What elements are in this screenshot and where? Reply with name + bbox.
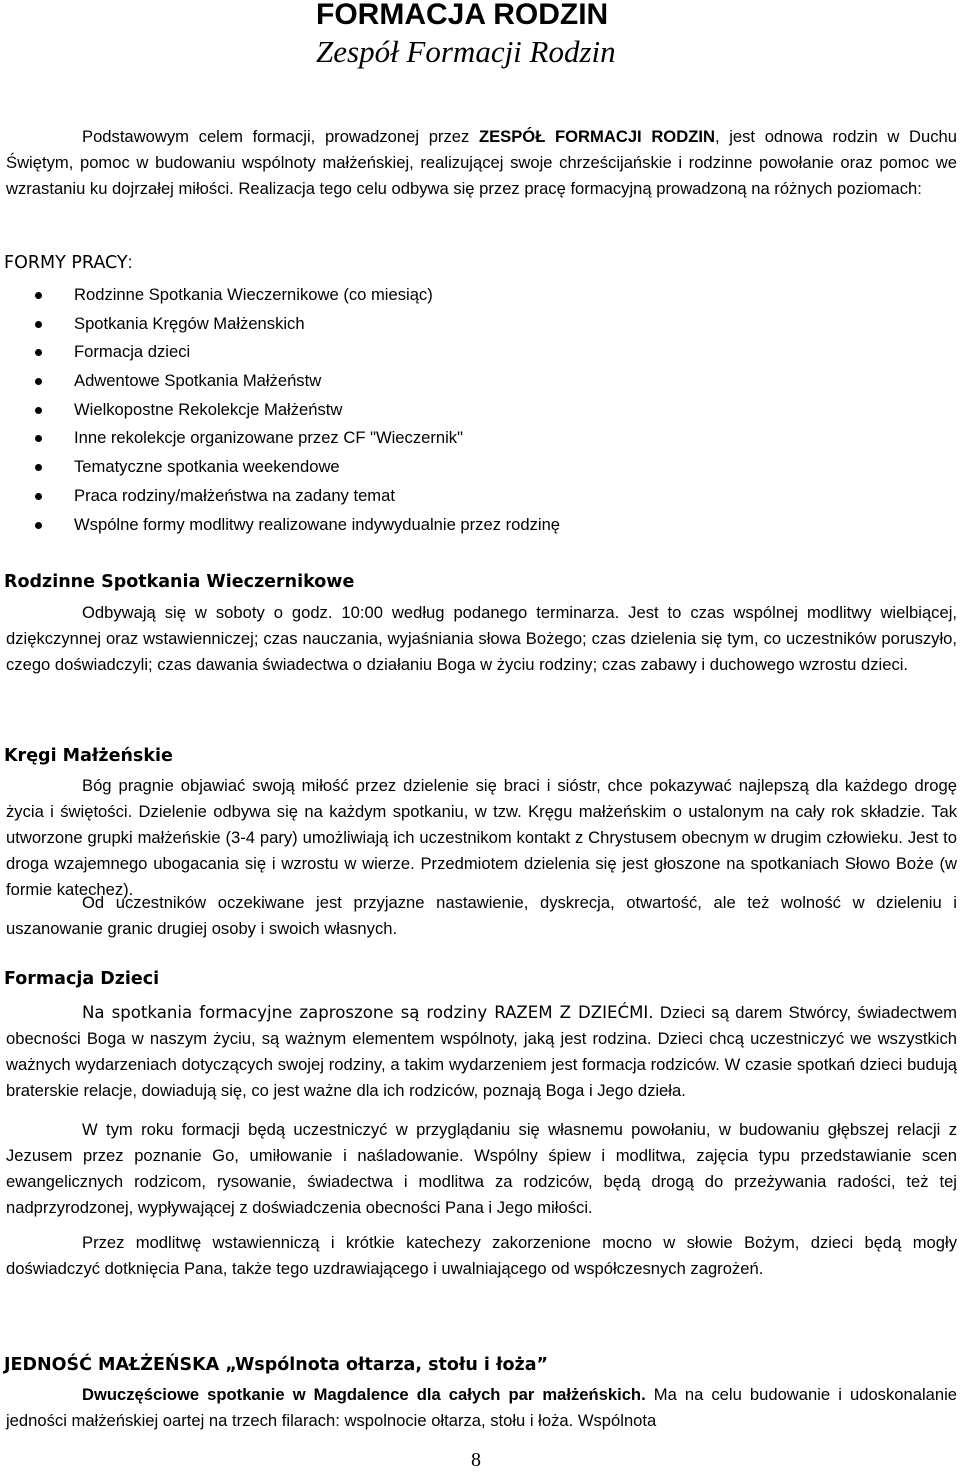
page-title: FORMACJA RODZIN bbox=[316, 0, 609, 31]
list-item-text: Rodzinne Spotkania Wieczernikowe (co miesiąc) bbox=[74, 285, 433, 304]
forms-list bbox=[0, 281, 560, 539]
list-item bbox=[0, 396, 560, 425]
bullet-icon bbox=[35, 292, 42, 299]
list-item bbox=[0, 338, 560, 367]
section-heading-rsw: Rodzinne Spotkania Wieczernikowe bbox=[4, 572, 355, 592]
forms-heading-colon: : bbox=[127, 252, 133, 272]
section-kregi-paragraph-1: Bóg pragnie objawiać swoją miłość przez dzielenie się braci i sióstr, chce pokazywać najlepszą dla każdego drogę życia i świętości. Dzielenie odbywa się na każdym spotkaniu, w tzw. Kręgu małżeńskim o ustalonym na cały rok składzie. Tak utworzone grupki małżeńskie (3-4 pary) umożliwiają ich uczestnikom kontakt z Chrystusem obecnym w drugim człowieku. Jest to droga wzajemnego ubogacania się i wzrostu w wierze. Przedmiotem dzielenia się jest głoszone na spotkaniach Słowo Boże (w formie katechez). bbox=[6, 776, 957, 899]
intro-paragraph bbox=[6, 124, 957, 202]
page-number: 8 bbox=[471, 1449, 481, 1471]
jednosc-bold-text: Dwuczęściowe spotkanie w Magdalence dla całych par małżeńskich. bbox=[82, 1385, 646, 1404]
bullet-icon bbox=[35, 493, 42, 500]
section-heading-jednosc: JEDNOŚĆ MAŁŻEŃSKA „Wspólnota ołtarza, stołu i łoża” bbox=[4, 1355, 549, 1375]
list-item-text: Spotkania Kręgów Małżenskich bbox=[74, 313, 305, 333]
intro-bold-team: ZESPÓŁ FORMACJI RODZIN bbox=[478, 127, 715, 146]
section-jednosc-paragraph bbox=[6, 1382, 957, 1434]
section-dzieci-paragraph-1 bbox=[6, 1000, 957, 1104]
list-item-text: Wielkopostne Rekolekcje Małżeństw bbox=[74, 399, 343, 419]
bullet-icon bbox=[35, 321, 42, 328]
dzieci-paragraph-rest: Dzieci są darem Stwórcy, świadectwem obecności Boga w naszym życiu, są ważnym elementem wspólnoty, jaką jest rodzina. Dzieci chcą uczestniczyć we wszystkich ważnych wydarzeniach dotyczących swojej rodziny, a takim wydarzeniem jest formacja rodziców. W czasie spotkań dzieci budują braterskie relacje, dowiadują się, co jest ważne dla ich rodziców, poznają Boga i Jego dzieła. bbox=[6, 1003, 957, 1100]
forms-heading-text: FORMY PRACY bbox=[4, 253, 128, 273]
section-kregi-paragraph-2: Od uczestników oczekiwane jest przyjazne nastawienie, dyskrecja, otwartość, ale też wolność w dzieleniu i uszanowanie granic drugiej osoby i swoich własnych. bbox=[6, 893, 957, 938]
bullet-icon bbox=[35, 349, 42, 356]
bullet-icon bbox=[35, 464, 42, 471]
list-item-text: Adwentowe Spotkania Małżeństw bbox=[74, 371, 322, 391]
list-item-text: Wspólne formy modlitwy realizowane indywydualnie przez rodzinę bbox=[74, 514, 561, 534]
list-item bbox=[0, 367, 560, 396]
list-item bbox=[0, 310, 560, 339]
list-item-text: Tematyczne spotkania weekendowe bbox=[74, 457, 340, 477]
bullet-icon bbox=[35, 522, 42, 529]
jednosc-paragraph-rest: Ma na celu budowanie i udoskonalanie jedności małżeńskiej oartej na trzech filarach: wspolnocie ołtarza, stołu i łoża. Wspólnota bbox=[6, 1385, 958, 1430]
page-subtitle: Zespół Formacji Rodzin bbox=[316, 34, 616, 69]
forms-heading bbox=[4, 250, 133, 275]
list-item-text: Inne rekolekcje organizowane przez CF "Wieczernik" bbox=[74, 428, 463, 448]
bullet-icon bbox=[35, 378, 42, 385]
section-heading-kregi: Kręgi Małżeńskie bbox=[4, 746, 173, 766]
list-item bbox=[0, 424, 560, 453]
intro-text-rest: , jest odnowa rodzin w Duchu Świętym, pomoc w budowaniu wspólnoty małżeńskiej, realizującej swoje chrześcijańskie i rodzinne powołanie oraz pomoc we wzrastaniu ku dojrzałej miłości. Realizacja tego celu odbywa się przez pracę formacyjną prowadzoną na różnych poziomach: bbox=[6, 127, 957, 198]
list-item bbox=[0, 511, 560, 540]
list-item bbox=[0, 453, 560, 482]
section-rsw-paragraph: Odbywają się w soboty o godz. 10:00 według podanego terminarza. Jest to czas wspólnej modlitwy wielbiącej, dziękczynnej oraz wstawienniczej; czas nauczania, wyjaśniania słowa Bożego; czas dzielenia się tym, co uczestników poruszyło, czego doświadczyli; czas dawania świadectwa o działaniu Boga w życiu rodziny; czas zabawy i duchowego wzrostu dzieci. bbox=[6, 603, 957, 674]
section-dzieci-paragraph-2: W tym roku formacji będą uczestniczyć w przyglądaniu się własnemu powołaniu, w budowaniu głębszej relacji z Jezusem przez poznanie Go, umiłowanie i naśladowanie. Wspólny śpiew i modlitwa, zajęcia typu przedstawianie scen ewangelicznych rodzicom, rysowanie, świadectwa i modlitwa za rodziców, będą drogą do przeżywania radości, też tej nadprzyrodzonej, wypływającej z doświadczenia obecności Pana i Jego miłości. bbox=[6, 1120, 957, 1217]
section-dzieci-paragraph-3: Przez modlitwę wstawienniczą i krótkie katechezy zakorzenione mocno w słowie Bożym, dzieci będą mogły doświadczyć dotknięcia Pana, także tego uzdrawiającego i uwalniającego od współczesnych zagrożeń. bbox=[6, 1233, 957, 1278]
intro-text-start: Podstawowym celem formacji, prowadzonej przez bbox=[82, 127, 479, 146]
dzieci-invitation-text: Na spotkania formacyjne zaproszone są rodziny RAZEM Z DZIEĆMI. bbox=[82, 1003, 654, 1022]
list-item bbox=[0, 482, 560, 511]
list-item-text: Praca rodziny/małżeństwa na zadany temat bbox=[74, 485, 395, 505]
bullet-icon bbox=[35, 407, 42, 414]
list-item-text: Formacja dzieci bbox=[74, 342, 191, 362]
section-heading-dzieci: Formacja Dzieci bbox=[4, 969, 160, 989]
list-item bbox=[0, 281, 560, 310]
bullet-icon bbox=[35, 435, 42, 442]
